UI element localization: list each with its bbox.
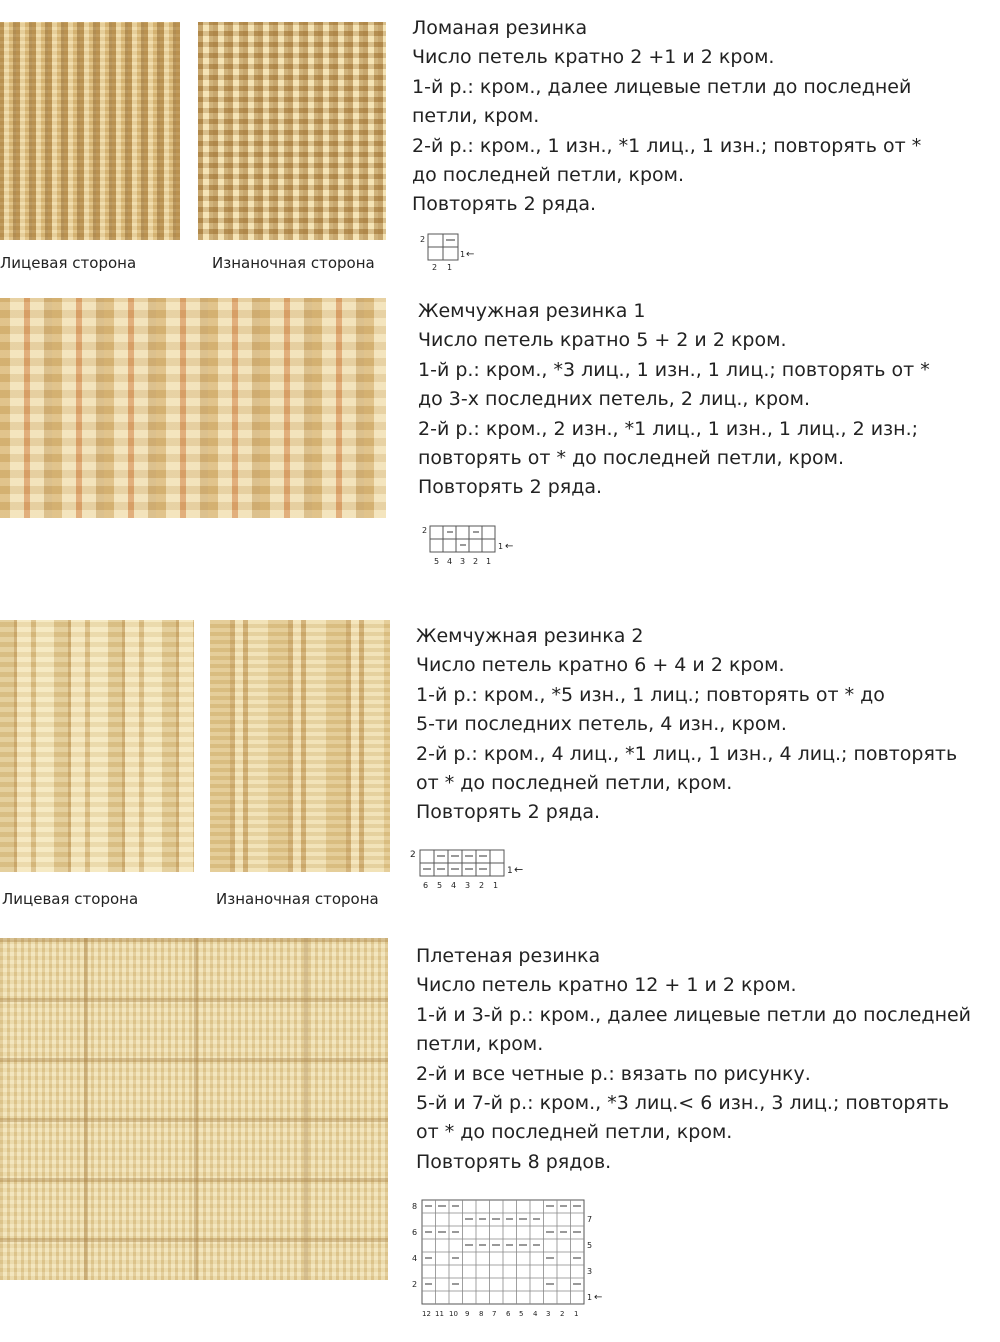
- pattern-line: 2-й р.: кром., 4 лиц., *1 лиц., 1 изн., 4 лиц.; повторять: [416, 742, 958, 765]
- caption-back-side: Изнаночная сторона: [212, 254, 375, 272]
- stitch-chart-pearl-rib-1: [420, 520, 530, 574]
- chart-arrow: ←: [514, 863, 524, 876]
- pattern-title: Плетеная резинка: [416, 945, 601, 967]
- chart-row-number: 1: [507, 866, 513, 876]
- swatch-woven-rib: [0, 938, 388, 1280]
- stitch-chart-grid: [418, 230, 488, 276]
- swatch-pearl-rib-2-face: [0, 620, 194, 872]
- chart-row-number: 5: [587, 1241, 593, 1250]
- chart-col-number: 1: [447, 263, 453, 272]
- chart-row-number: 7: [587, 1215, 593, 1224]
- chart-col-number: 3: [546, 1310, 551, 1318]
- chart-col-number: 11: [435, 1310, 444, 1318]
- stitch-chart-grid: [408, 1194, 608, 1324]
- chart-col-number: 4: [533, 1310, 538, 1318]
- pattern-line: 1-й р.: кром., далее лицевые петли до последней: [412, 75, 912, 98]
- chart-row-number: 2: [420, 235, 426, 244]
- pattern-line: до 3-х последних петель, 2 лиц., кром.: [418, 388, 811, 411]
- pattern-line: Число петель кратно 6 + 4 и 2 кром.: [416, 654, 785, 677]
- pattern-woven-rib-text: [416, 942, 971, 1177]
- chart-col-number: 2: [473, 557, 479, 566]
- pattern-line: 5-й и 7-й р.: кром., *3 лиц.< 6 изн., 3 лиц.; повторять: [416, 1092, 950, 1115]
- chart-col-number: 5: [519, 1310, 524, 1318]
- chart-col-number: 1: [574, 1310, 579, 1318]
- chart-col-number: 10: [449, 1310, 458, 1318]
- pattern-title: Жемчужная резинка 1: [418, 300, 646, 322]
- pattern-line: 2-й р.: кром., 1 изн., *1 лиц., 1 изн.; повторять от *: [412, 134, 922, 157]
- chart-col-number: 5: [437, 881, 443, 890]
- pattern-line: 1-й р.: кром., *3 лиц., 1 изн., 1 лиц.; повторять от *: [418, 358, 930, 381]
- chart-col-number: 6: [423, 881, 429, 890]
- stitch-chart-woven-rib: [408, 1194, 608, 1328]
- stitch-chart-grid: [408, 844, 538, 894]
- stitch-chart-pearl-rib-2: [408, 844, 538, 898]
- chart-row-number: 2: [412, 1280, 418, 1289]
- chart-col-number: 8: [479, 1310, 484, 1318]
- pattern-line: 5-ти последних петель, 4 изн., кром.: [416, 713, 787, 736]
- pattern-title: Ломаная резинка: [412, 17, 588, 39]
- chart-row-number: 6: [412, 1228, 418, 1237]
- swatch-pearl-rib-2-back: [210, 620, 390, 872]
- pattern-pearl-rib-2-text: [416, 622, 957, 828]
- swatch-pearl-rib-1: [0, 298, 386, 518]
- pattern-broken-rib-text: [412, 14, 921, 220]
- chart-row-number: 2: [410, 850, 416, 860]
- pattern-line: петли, кром.: [412, 105, 540, 128]
- chart-col-number: 2: [432, 263, 438, 272]
- chart-col-number: 4: [447, 557, 453, 566]
- chart-col-number: 9: [465, 1310, 470, 1318]
- chart-arrow: ←: [594, 1292, 603, 1303]
- stitch-chart-broken-rib: [418, 230, 488, 280]
- chart-row-number: 1: [587, 1293, 593, 1302]
- pattern-line: повторять от * до последней петли, кром.: [418, 447, 845, 470]
- caption-face-side: Лицевая сторона: [0, 254, 137, 272]
- chart-col-number: 1: [486, 557, 492, 566]
- pattern-line: Число петель кратно 12 + 1 и 2 кром.: [416, 974, 797, 997]
- chart-arrow: ←: [466, 249, 475, 260]
- pattern-line: до последней петли, кром.: [412, 164, 685, 187]
- pattern-line: от * до последней петли, кром.: [416, 1121, 733, 1144]
- chart-row-number: 3: [587, 1267, 593, 1276]
- pattern-pearl-rib-1-text: [418, 297, 930, 503]
- chart-col-number: 12: [422, 1310, 431, 1318]
- chart-arrow: ←: [505, 541, 514, 552]
- chart-col-number: 6: [506, 1310, 511, 1318]
- pattern-line: Повторять 8 рядов.: [416, 1150, 612, 1173]
- chart-col-number: 3: [465, 881, 471, 890]
- chart-col-number: 2: [479, 881, 485, 890]
- chart-row-number: 1: [460, 250, 466, 259]
- pattern-line: 2-й р.: кром., 2 изн., *1 лиц., 1 изн., 1 лиц., 2 изн.;: [418, 417, 919, 440]
- chart-col-number: 7: [492, 1310, 497, 1318]
- chart-row-number: 8: [412, 1202, 418, 1211]
- swatch-broken-rib-back: [198, 22, 386, 240]
- pattern-line: Повторять 2 ряда.: [416, 801, 601, 824]
- chart-row-number: 1: [498, 542, 504, 551]
- stitch-chart-grid: [420, 520, 530, 570]
- pattern-line: 1-й р.: кром., *5 изн., 1 лиц.; повторять от * до: [416, 683, 885, 706]
- chart-col-number: 3: [460, 557, 466, 566]
- pattern-line: Число петель кратно 5 + 2 и 2 кром.: [418, 329, 787, 352]
- caption-face-side: Лицевая сторона: [2, 890, 139, 908]
- pattern-line: 2-й и все четные р.: вязать по рисунку.: [416, 1062, 811, 1085]
- chart-col-number: 5: [434, 557, 440, 566]
- chart-col-number: 4: [451, 881, 457, 890]
- pattern-line: 1-й и 3-й р.: кром., далее лицевые петли до последней: [416, 1003, 972, 1026]
- chart-col-number: 2: [560, 1310, 565, 1318]
- pattern-line: Повторять 2 ряда.: [412, 193, 597, 216]
- pattern-line: от * до последней петли, кром.: [416, 772, 733, 795]
- chart-col-number: 1: [493, 881, 499, 890]
- chart-row-number: 4: [412, 1254, 418, 1263]
- pattern-line: Повторять 2 ряда.: [418, 476, 603, 499]
- pattern-line: Число петель кратно 2 +1 и 2 кром.: [412, 46, 775, 69]
- caption-back-side: Изнаночная сторона: [216, 890, 379, 908]
- pattern-line: петли, кром.: [416, 1033, 544, 1056]
- pattern-title: Жемчужная резинка 2: [416, 625, 644, 647]
- chart-row-number: 2: [422, 526, 428, 535]
- swatch-broken-rib-face: [0, 22, 180, 240]
